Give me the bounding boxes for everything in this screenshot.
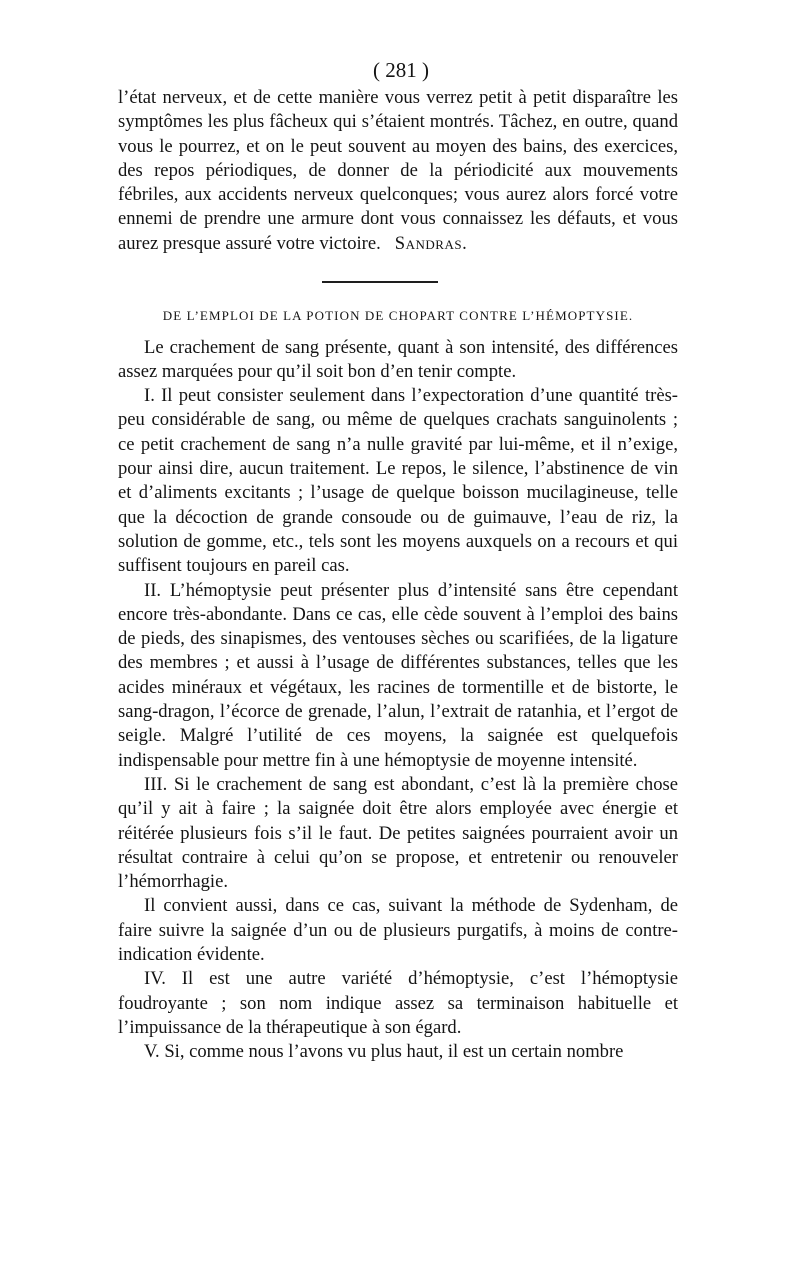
paragraph-iii: III. Si le crachement de sang est abondant, c’est là la première chose qu’il y ait à faire ; la saignée doit être alors employée avec énergie et réitérée plusieurs fois s’il le faut. De petites saignées pourraient avoir un résultat contraire à celui qu’on se propose, et entretenir ou renouveler l’hémorrhagie. — [118, 773, 678, 893]
paragraph-i: I. Il peut consister seulement dans l’expectoration d’une quantité très-peu considérable de sang, ou même de quelques crachats sanguinolents ; ce petit crachement de sang n’a nulle gravité par lui-même, et il n’exige, pour ainsi dire, aucun traitement. Le repos, le silence, l’abstinence de vin et d’aliments excitants ; l’usage de quelque boisson mucilagineuse, telle que la décoction de grande consoude ou de guimauve, l’eau de riz, la solution de gomme, etc., tels sont les moyens auxquels on a recours et qui suffisent toujours en pareil cas. — [118, 385, 678, 577]
paragraph-ii: II. L’hémoptysie peut présenter plus d’intensité sans être cependant encore très-abondante. Dans ce cas, elle cède souvent à l’emploi des bains de pieds, des sinapismes, des ventouses sèches ou scarifiées, de la ligature des membres ; et aussi à l’usage de différentes substances, telles que les acides minéraux et végétaux, les racines de tormentille et de bistorte, le sang-dragon, l’écorce de grenade, l’alun, l’extrait de ratanhia, et l’ergot de seigle. Malgré l’utilité de ces moyens, la saignée est quelquefois indispensable pour mettre fin à une hémoptysie de moyenne intensité. — [118, 579, 678, 771]
intro-paragraph — [118, 86, 678, 256]
paragraph-sydenham: Il convient aussi, dans ce cas, suivant la méthode de Sydenham, de faire suivre la saignée d’un ou de plusieurs purgatifs, à moins de contre-indication évidente. — [118, 895, 678, 965]
intro-text: l’état nerveux, et de cette manière vous verrez petit à petit disparaître les symptômes les plus fâcheux qui s’étaient montrés. Tâchez, en outre, quand vous le pourrez, et on le peut souvent au moyen des bains, des exercices, des repos périodiques, de donner de la périodicité aux mouvements fébriles, aux accidents nerveux quelconques; vous aurez alors forcé votre ennemi de prendre une armure dont vous connaissez les défauts, et vous aurez presque assuré votre victoire. — [118, 87, 678, 254]
paragraph-iv: IV. Il est une autre variété d’hémoptysie, c’est l’hémoptysie foudroyante ; son nom indique assez sa terminaison habituelle et l’impuissance de la thérapeutique à son égard. — [118, 968, 678, 1038]
section-title: DE L’EMPLOI DE LA POTION DE CHOPART CONTRE L’HÉMOPTYSIE. — [162, 307, 634, 323]
paragraph-intro: Le crachement de sang présente, quant à son intensité, des différences assez marquées pour qu’il soit bon d’en tenir compte. — [118, 336, 678, 382]
section-divider — [322, 281, 438, 283]
book-page — [118, 56, 678, 1064]
page-number: ( 281 ) — [373, 58, 429, 82]
paragraph-v: V. Si, comme nous l’avons vu plus haut, il est un certain nombre — [144, 1041, 624, 1063]
author-signature: Sandras. — [394, 232, 468, 254]
